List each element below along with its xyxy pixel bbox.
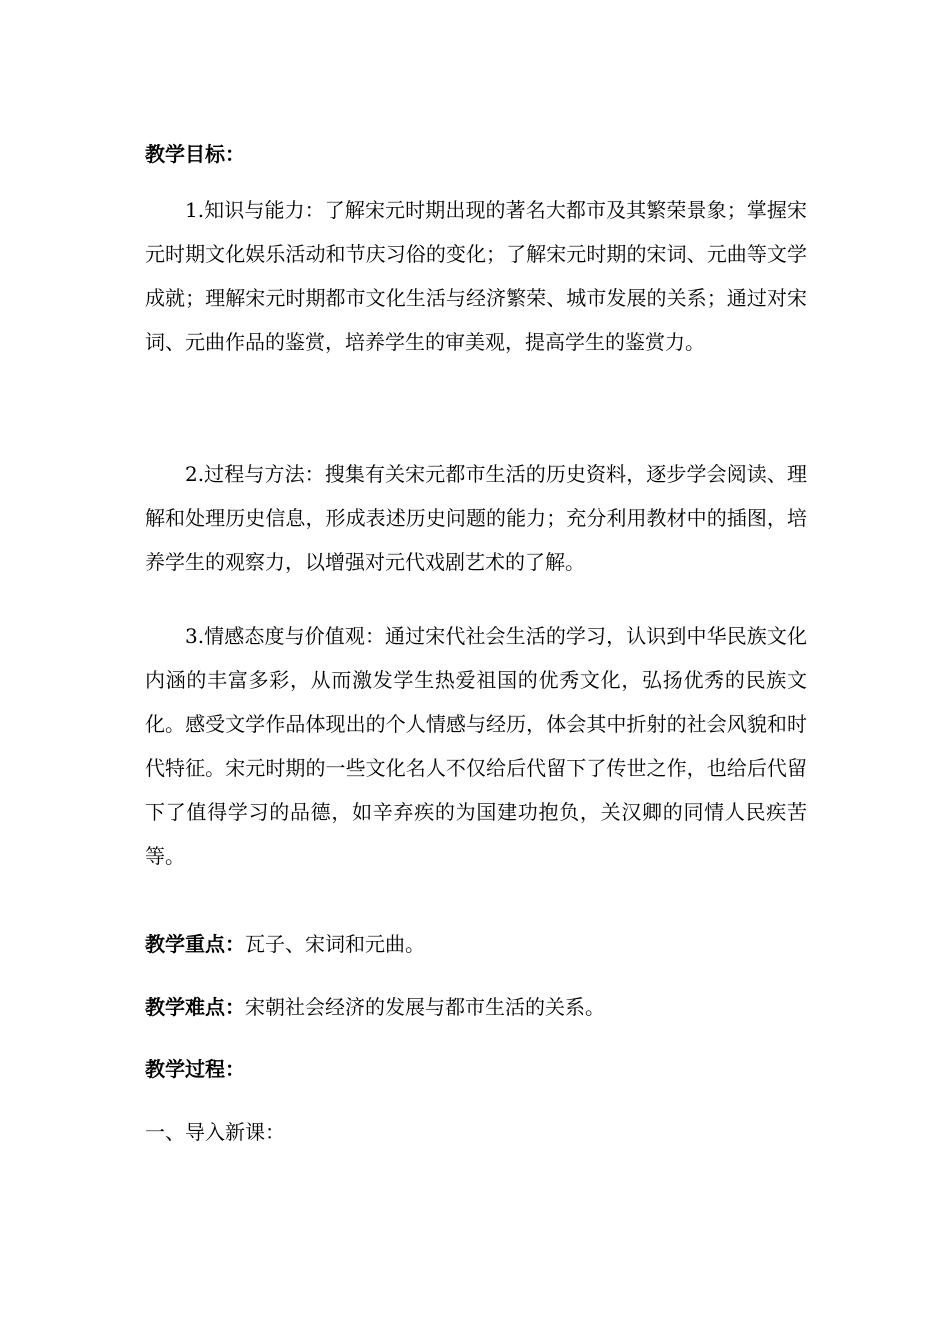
- teaching-difficulty-label: 教学难点：: [145, 995, 245, 1019]
- teaching-process-heading: 教学过程：: [145, 1057, 245, 1081]
- goal-knowledge-paragraph: 1.知识与能力：了解宋元时期出现的著名大都市及其繁荣景象；掌握宋元时期文化娱乐活动和节庆习俗的变化；了解宋元时期的宋词、元曲等文学成就；理解宋元时期都市文化生活与经济繁荣、城市发展的关系；通过对宋词、元曲作品的鉴赏，培养学生的审美观，提高学生的鉴赏力。: [145, 198, 807, 354]
- teaching-focus-line: [145, 922, 807, 966]
- teaching-difficulty-text: 宋朝社会经济的发展与都市生活的关系。: [245, 995, 605, 1019]
- goal-emotion-paragraph: 3.情感态度与价值观：通过宋代社会生活的学习，认识到中华民族文化内涵的丰富多彩，从而激发学生热爱祖国的优秀文化，弘扬优秀的民族文化。感受文学作品体现出的个人情感与经历，体会其中折射的社会风貌和时代特征。宋元时期的一些文化名人不仅给后代留下了传世之作，也给后代留下了值得学习的品德，如辛弃疾的为国建功抱负，关汉卿的同情人民疾苦等。: [145, 624, 807, 868]
- teaching-focus-label: 教学重点：: [145, 932, 245, 956]
- teaching-goals-heading: 教学目标：: [145, 142, 245, 166]
- goal-process-paragraph: 2.过程与方法：搜集有关宋元都市生活的历史资料，逐步学会阅读、理解和处理历史信息，形成表述历史问题的能力；充分利用教材中的插图，培养学生的观察力，以增强对元代戏剧艺术的了解。: [145, 462, 807, 574]
- teaching-focus-text: 瓦子、宋词和元曲。: [245, 932, 425, 956]
- teaching-difficulty-line: [145, 985, 807, 1029]
- section-intro-heading: 一、导入新课：: [145, 1120, 285, 1144]
